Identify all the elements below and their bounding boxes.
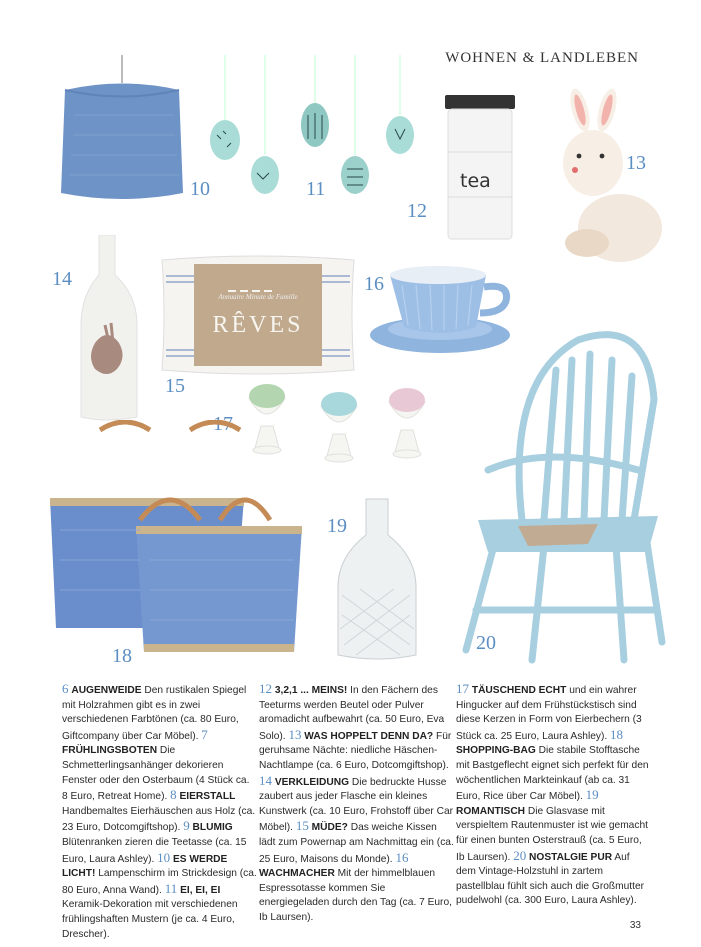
entry-15-title: MÜDE?: [311, 822, 348, 834]
entry-19-number: 19: [585, 787, 599, 803]
entry-9-text: Blütenranken zieren die Teetasse (ca. 15 Euro, Laura Ashley).: [62, 836, 247, 865]
entry-18-title: SHOPPING-BAG: [456, 745, 536, 757]
entry-17-text: und ein wahrer Hingucker auf dem Frühstückstisch sind diese Kerzen in Form von Eierbechern (3 Stück ca. 25 Euro, Laura Ashley).: [456, 685, 642, 742]
figure-number-19: 19: [327, 515, 347, 537]
entry-18-text: Die stabile Stofftasche mit Bastgeflecht eignet sich perfekt für den wöchentlichen Markteinkauf (ab ca. 31 Euro, Rice über Car Möbel).: [456, 745, 649, 803]
figure-number-13: 13: [626, 152, 646, 174]
page-number: 33: [629, 920, 641, 931]
figure-number-10: 10: [190, 178, 210, 200]
entry-15-text: Das weiche Kissen lädt zum Powernap am Nachmittag ein (ca. 25 Euro, Maisons du Monde).: [259, 822, 454, 865]
entry-11-title: EI, EI, EI: [180, 884, 221, 896]
entry-12-title: 3,2,1 ... MEINS!: [274, 685, 348, 696]
knit-lampshade-image: [55, 55, 190, 205]
entry-6-title: AUGENWEIDE: [71, 685, 142, 696]
entry-8-number: 8: [170, 787, 177, 803]
text-column-3: [456, 682, 651, 909]
entry-20-text: Auf dem Vintage-Holzstuhl in zartem pastellblau fühlt sich auch die Großmutter pudelwohl (ca. 300 Euro, Laura Ashley).: [456, 851, 644, 907]
cushion-small-text: Annuaire Minute de Famille: [218, 293, 298, 301]
entry-11-text: Keramik-Dekoration mit verschiedenen frühlingshaften Mustern (je ca. 4 Euro, Drescher).: [62, 899, 238, 940]
entry-17-number: 17: [456, 681, 469, 696]
entry-7-number: 7: [201, 726, 208, 742]
entry-16-text: Mit der himmelblauen Espressotasse kommen Sie energiegeladen durch den Tag (ca. 7 Euro, Ib Laursen).: [259, 868, 452, 923]
entry-7-text: Die Schmetterlingsanhänger dekorieren Fenster oder den Osterbaum (4 Stück ca. 8 Euro, Retreat Home).: [62, 745, 250, 803]
figure-number-18: 18: [112, 645, 132, 667]
figure-number-16: 16: [364, 273, 384, 295]
entry-16-title: WACHMACHER: [259, 868, 335, 880]
entry-10-number: 10: [157, 849, 171, 865]
shopping-bags-image: [40, 420, 310, 660]
windsor-chair-image: [448, 320, 678, 665]
entry-20-number: 20: [513, 847, 527, 863]
entry-6-number: 6: [62, 681, 69, 696]
figure-number-12: 12: [407, 200, 427, 222]
entry-6-text: Den rustikalen Spiegel mit Holzrahmen gibt es in zwei verschiedenen Farbtönen (ca. 80 Euro, Giftcompany über Car Möbel).: [62, 685, 247, 742]
bunny-nightlight-image: [545, 88, 670, 263]
entry-14-title: VERKLEIDUNG: [274, 776, 349, 788]
cushion-big-text: RÊVES: [212, 312, 304, 338]
tea-label: tea: [460, 170, 491, 192]
entry-19-title: ROMANTISCH: [456, 805, 526, 817]
entry-12-text: In den Fächern des Teeturms werden Beutel oder Pulver aromadicht aufbewahrt (ca. 50 Euro, Eva Solo).: [259, 685, 445, 742]
entry-11-number: 11: [164, 880, 178, 896]
entry-14-number: 14: [259, 772, 272, 788]
text-column-1: [62, 682, 257, 942]
entry-18-number: 18: [610, 726, 624, 742]
entry-17-title: TÄUSCHEND ECHT: [471, 685, 567, 696]
figure-number-17: 17: [213, 413, 233, 435]
entry-10-title: ES WERDE LICHT!: [62, 853, 228, 880]
entry-12-number: 12: [259, 681, 272, 696]
entry-8-title: EIERSTALL: [179, 791, 236, 803]
entry-14-text: Die bedruckte Husse zaubert aus jeder Flasche ein kleines Kunstwerk (ca. 10 Euro, Frohstoff über Car Möbel).: [259, 776, 454, 834]
text-column-2: [259, 682, 454, 926]
entry-8-text: Handbemaltes Eierhäuschen aus Holz (ca. 23 Euro, Dotcomgiftshop).: [62, 805, 256, 834]
entry-13-title: WAS HOPPELT DENN DA?: [304, 730, 434, 742]
printed-bottle-cover-image: [75, 235, 145, 425]
entry-7-title: FRÜHLINGSBOTEN: [62, 745, 158, 757]
tea-canister-image: [440, 92, 520, 242]
section-title: WOHNEN & LANDLEBEN: [445, 50, 639, 66]
entry-13-number: 13: [288, 726, 302, 742]
entry-16-number: 16: [395, 849, 409, 865]
entry-10-text: Lampenschirm im Strickdesign (ca. 80 Euro, Anna Wand).: [62, 868, 257, 896]
entry-19-text: Die Glasvase mit verspieltem Rautenmuster ist wie gemacht für einen bunten Osterstrauß (ca. 5 Euro, Ib Laursen).: [456, 805, 648, 863]
entry-20-title: NOSTALGIE PUR: [529, 851, 613, 863]
figure-number-11: 11: [306, 178, 326, 200]
entry-13-text: Für geruhsame Nächte: niedliche Häschen-Nachtlampe (ca. 6 Euro, Dotcomgiftshop).: [259, 730, 452, 771]
figure-number-15: 15: [165, 375, 185, 397]
entry-9-number: 9: [183, 818, 190, 834]
figure-number-20: 20: [476, 632, 496, 654]
figure-number-14: 14: [52, 268, 72, 290]
entry-15-number: 15: [295, 818, 309, 834]
entry-9-title: BLUMIG: [192, 822, 233, 834]
